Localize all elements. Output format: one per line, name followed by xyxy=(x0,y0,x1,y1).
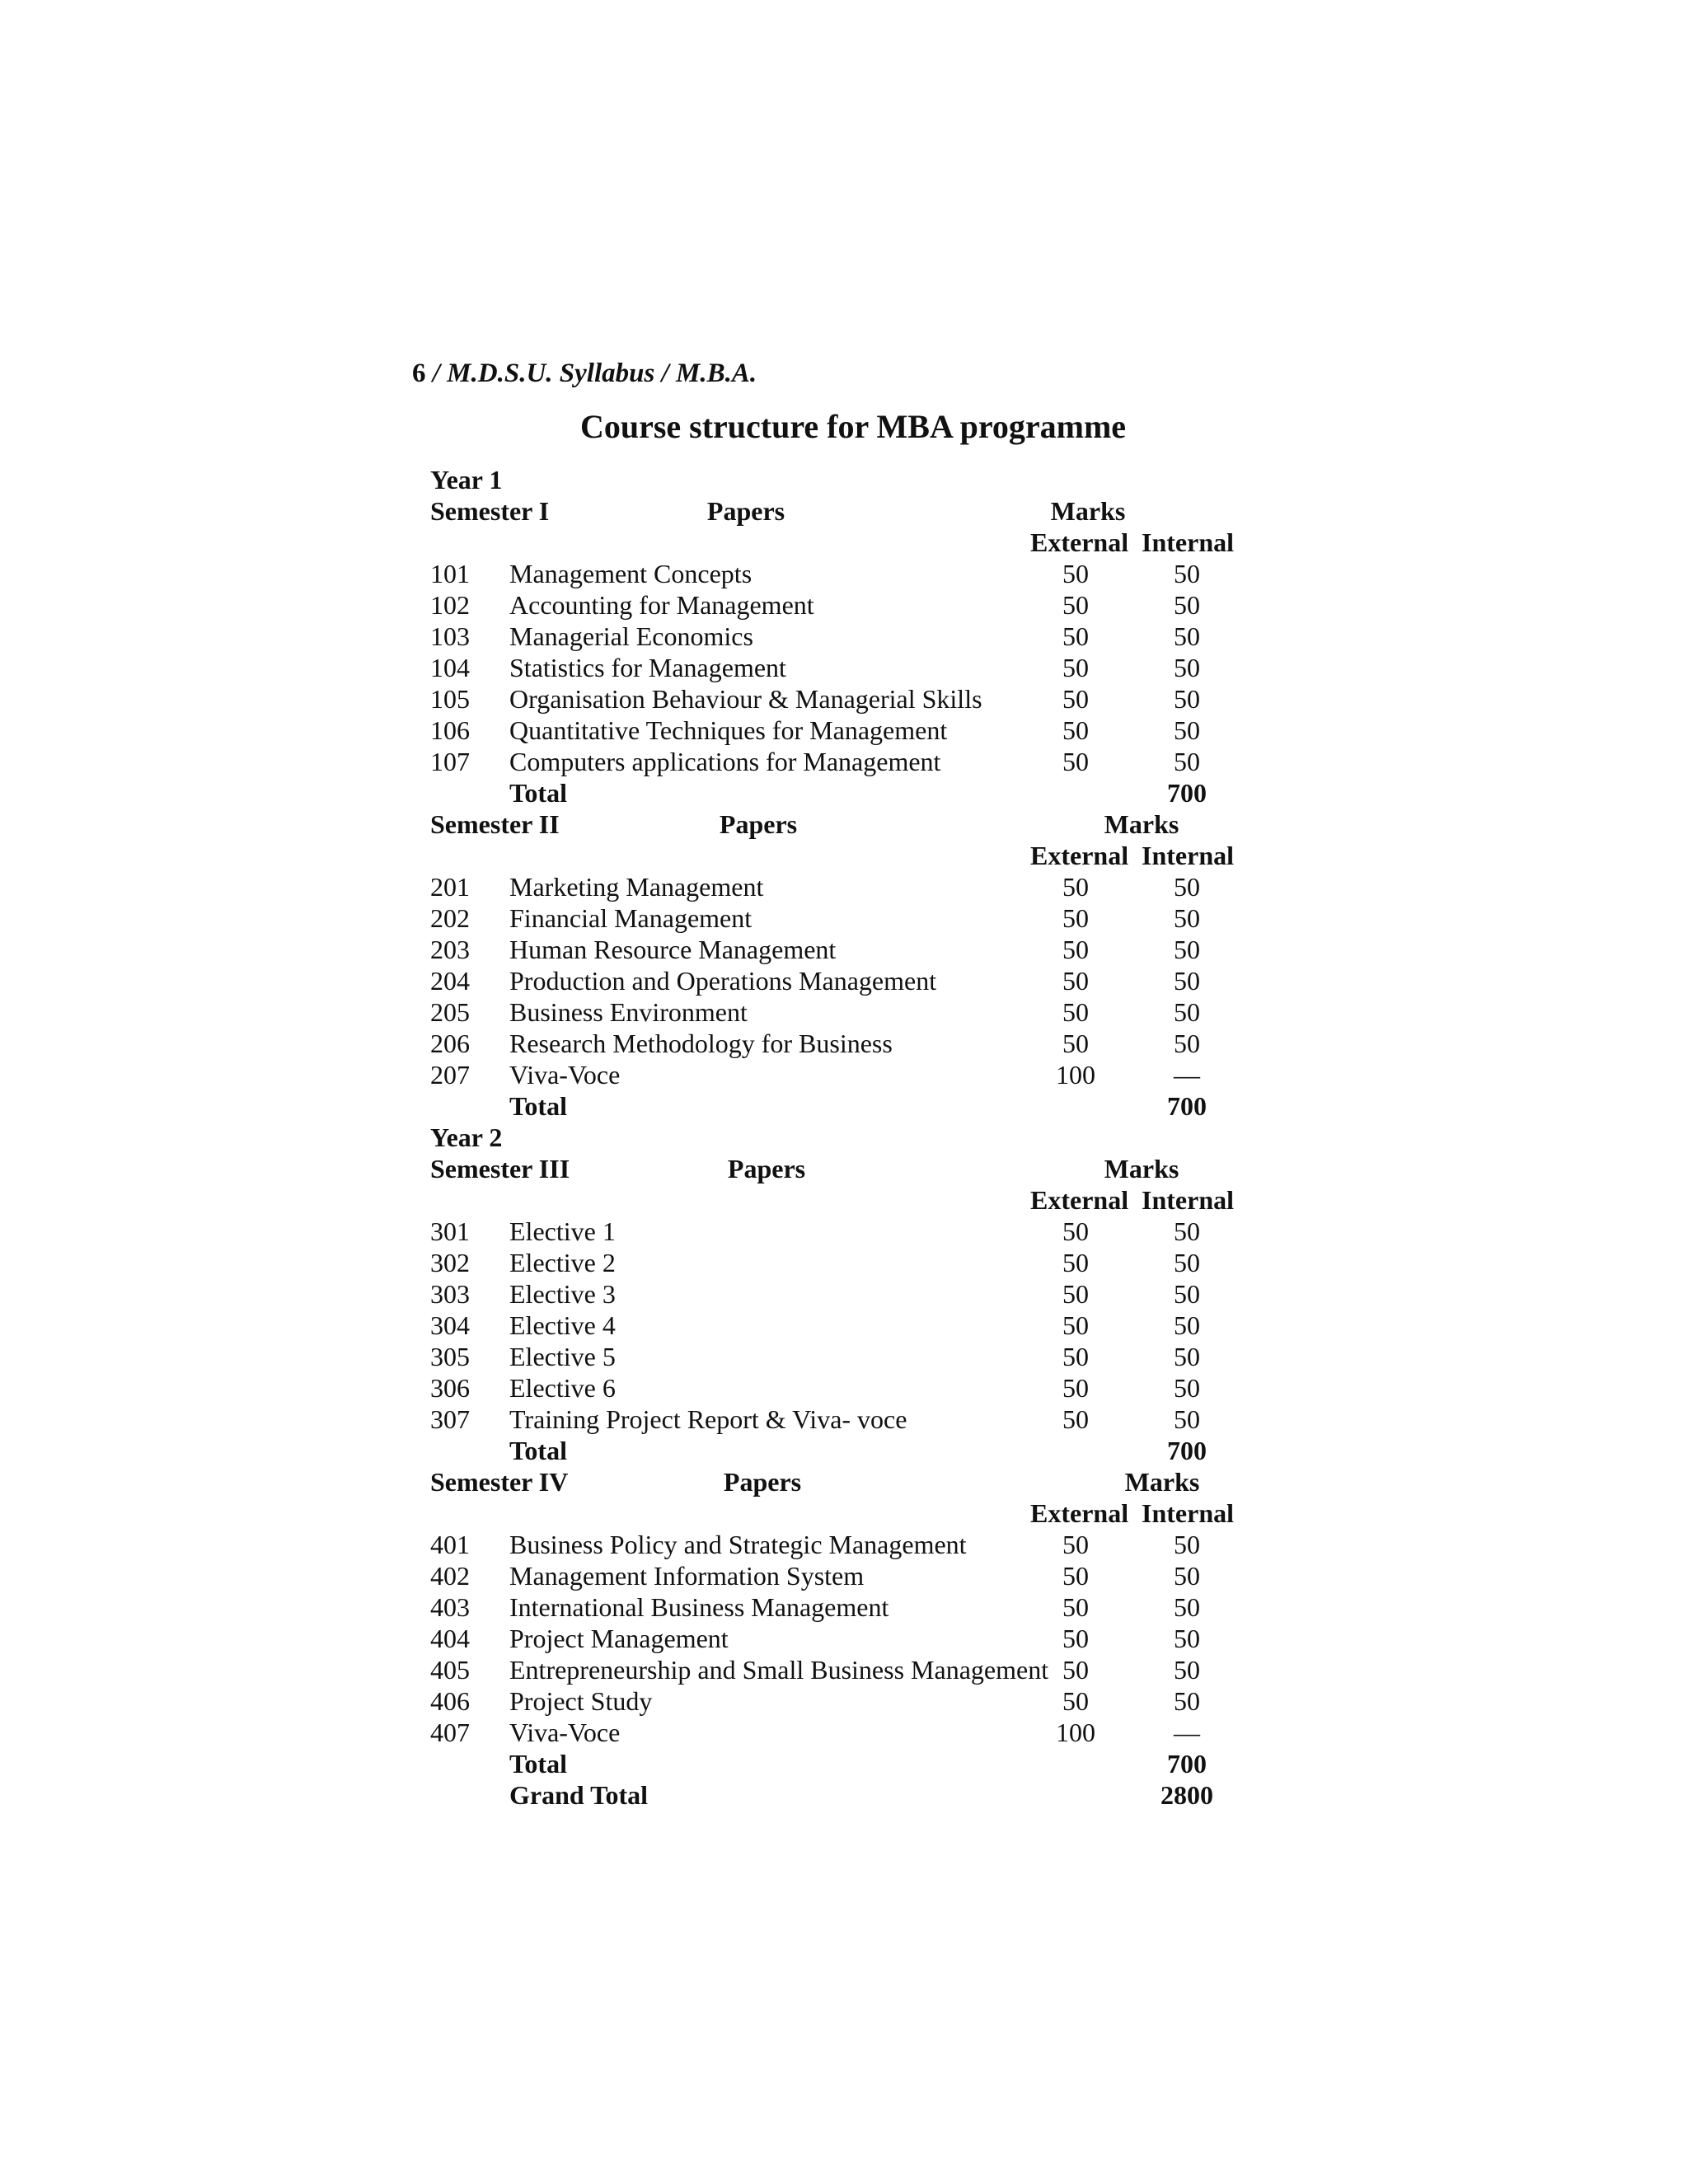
running-title: / M.D.S.U. Syllabus / M.B.A. xyxy=(432,359,757,388)
course-name: Computers applications for Management xyxy=(509,747,941,776)
course-code: 404 xyxy=(430,1624,470,1653)
internal-marks: 50 xyxy=(1174,559,1200,588)
marks-column-header: Marks xyxy=(1104,1154,1179,1183)
course-name: Accounting for Management xyxy=(509,590,814,620)
semester-total-row xyxy=(0,1435,1688,1466)
course-code: 204 xyxy=(430,966,470,996)
external-marks: 50 xyxy=(1062,1592,1089,1622)
external-marks: 50 xyxy=(1062,903,1089,933)
course-row xyxy=(0,558,1688,589)
year-heading xyxy=(0,464,1688,495)
course-row xyxy=(0,1372,1688,1404)
course-code: 207 xyxy=(430,1060,470,1090)
marks-subheader-row xyxy=(0,1184,1688,1216)
external-marks: 50 xyxy=(1062,747,1089,776)
total-value: 700 xyxy=(1167,1091,1207,1121)
course-code: 202 xyxy=(430,903,470,933)
course-row xyxy=(0,965,1688,996)
external-marks: 50 xyxy=(1062,1686,1089,1716)
course-code: 401 xyxy=(430,1530,470,1559)
internal-marks: 50 xyxy=(1174,747,1200,776)
course-name: Elective 1 xyxy=(509,1216,616,1246)
course-name: Viva-Voce xyxy=(509,1060,621,1090)
course-row xyxy=(0,715,1688,746)
semester-label: Semester III xyxy=(430,1154,570,1183)
course-name: Human Resource Management xyxy=(509,935,837,964)
course-code: 304 xyxy=(430,1310,470,1340)
external-marks: 50 xyxy=(1062,872,1089,902)
marks-column-header: Marks xyxy=(1124,1467,1200,1497)
course-name: Management Information System xyxy=(509,1561,865,1591)
semester-header-row xyxy=(0,495,1688,527)
papers-column-header: Papers xyxy=(723,1467,802,1497)
grand-total-row xyxy=(0,1779,1688,1811)
course-row xyxy=(0,1310,1688,1341)
semester-header-row xyxy=(0,808,1688,840)
total-value: 700 xyxy=(1167,1436,1207,1465)
external-marks: 50 xyxy=(1062,1029,1089,1058)
course-code: 405 xyxy=(430,1655,470,1685)
course-code: 407 xyxy=(430,1718,470,1747)
external-column-header: External xyxy=(1030,527,1129,557)
semester-total-row xyxy=(0,1090,1688,1122)
course-code: 303 xyxy=(430,1279,470,1309)
external-marks: 50 xyxy=(1062,935,1089,964)
semester-header-row xyxy=(0,1153,1688,1184)
papers-column-header: Papers xyxy=(727,1154,806,1183)
internal-marks: — xyxy=(1174,1718,1200,1747)
grand-total-label: Grand Total xyxy=(509,1780,649,1810)
external-marks: 50 xyxy=(1062,590,1089,620)
external-marks: 50 xyxy=(1062,1530,1089,1559)
internal-marks: 50 xyxy=(1174,684,1200,714)
internal-marks: 50 xyxy=(1174,966,1200,996)
course-name: Business Policy and Strategic Management xyxy=(509,1530,967,1559)
papers-column-header: Papers xyxy=(719,809,798,839)
external-marks: 50 xyxy=(1062,1655,1089,1685)
external-marks: 50 xyxy=(1062,997,1089,1027)
internal-column-header: Internal xyxy=(1142,841,1234,870)
marks-column-header: Marks xyxy=(1104,809,1179,839)
course-row xyxy=(0,1529,1688,1560)
course-code: 105 xyxy=(430,684,470,714)
internal-marks: 50 xyxy=(1174,1248,1200,1277)
total-value: 700 xyxy=(1167,778,1207,808)
course-code: 301 xyxy=(430,1216,470,1246)
course-name: Project Management xyxy=(509,1624,729,1653)
course-name: Managerial Economics xyxy=(509,621,753,651)
course-code: 403 xyxy=(430,1592,470,1622)
internal-marks: 50 xyxy=(1174,935,1200,964)
external-marks: 50 xyxy=(1062,1373,1089,1403)
course-row xyxy=(0,1278,1688,1310)
course-row xyxy=(0,1404,1688,1435)
papers-column-header: Papers xyxy=(706,496,785,526)
semester-total-row xyxy=(0,777,1688,808)
external-marks: 50 xyxy=(1062,1310,1089,1340)
course-row xyxy=(0,1560,1688,1591)
year-label: Year 2 xyxy=(430,1122,503,1152)
course-code: 205 xyxy=(430,997,470,1027)
internal-marks: 50 xyxy=(1174,1561,1200,1591)
external-marks: 100 xyxy=(1056,1718,1095,1747)
course-code: 305 xyxy=(430,1342,470,1371)
year-heading xyxy=(0,1122,1688,1153)
external-column-header: External xyxy=(1030,1498,1129,1528)
internal-marks: — xyxy=(1174,1060,1200,1090)
course-name: Research Methodology for Business xyxy=(509,1029,893,1058)
course-code: 201 xyxy=(430,872,470,902)
course-name: Elective 5 xyxy=(509,1342,616,1371)
marks-subheader-row xyxy=(0,527,1688,558)
course-row xyxy=(0,652,1688,683)
course-code: 104 xyxy=(430,653,470,682)
course-code: 106 xyxy=(430,715,470,745)
course-name: Organisation Behaviour & Managerial Skills xyxy=(509,684,982,714)
course-name: Entrepreneurship and Small Business Management xyxy=(509,1655,1049,1685)
total-label: Total xyxy=(509,778,567,808)
external-marks: 50 xyxy=(1062,1279,1089,1309)
course-name: Quantitative Techniques for Management xyxy=(509,715,948,745)
course-code: 102 xyxy=(430,590,470,620)
course-name: Elective 4 xyxy=(509,1310,616,1340)
semester-header-row xyxy=(0,1466,1688,1497)
course-row xyxy=(0,589,1688,621)
external-marks: 50 xyxy=(1062,715,1089,745)
semester-label: Semester IV xyxy=(430,1467,569,1497)
internal-column-header: Internal xyxy=(1142,527,1234,557)
external-marks: 50 xyxy=(1062,653,1089,682)
page-title: Course structure for MBA programme xyxy=(579,408,1127,445)
external-marks: 50 xyxy=(1062,684,1089,714)
running-header xyxy=(412,359,757,389)
external-marks: 50 xyxy=(1062,1561,1089,1591)
course-code: 302 xyxy=(430,1248,470,1277)
internal-column-header: Internal xyxy=(1142,1498,1234,1528)
course-name: Financial Management xyxy=(509,903,753,933)
marks-column-header: Marks xyxy=(1050,496,1126,526)
internal-marks: 50 xyxy=(1174,1530,1200,1559)
course-name: Training Project Report & Viva- voce xyxy=(509,1404,907,1434)
internal-marks: 50 xyxy=(1174,1216,1200,1246)
external-marks: 50 xyxy=(1062,1404,1089,1434)
course-name: Viva-Voce xyxy=(509,1718,621,1747)
semester-label: Semester II xyxy=(430,809,560,839)
internal-marks: 50 xyxy=(1174,621,1200,651)
internal-marks: 50 xyxy=(1174,1342,1200,1371)
external-marks: 50 xyxy=(1062,1624,1089,1653)
course-name: Elective 6 xyxy=(509,1373,616,1403)
course-name: Project Study xyxy=(509,1686,653,1716)
grand-total-value: 2800 xyxy=(1160,1780,1213,1810)
course-code: 306 xyxy=(430,1373,470,1403)
course-code: 103 xyxy=(430,621,470,651)
external-marks: 100 xyxy=(1056,1060,1095,1090)
course-code: 101 xyxy=(430,559,470,588)
external-marks: 50 xyxy=(1062,559,1089,588)
internal-marks: 50 xyxy=(1174,1404,1200,1434)
course-row xyxy=(0,1685,1688,1717)
internal-marks: 50 xyxy=(1174,903,1200,933)
course-name: International Business Management xyxy=(509,1592,889,1622)
course-name: Marketing Management xyxy=(509,872,764,902)
external-marks: 50 xyxy=(1062,1342,1089,1371)
course-name: Production and Operations Management xyxy=(509,966,937,996)
total-label: Total xyxy=(509,1436,567,1465)
internal-column-header: Internal xyxy=(1142,1185,1234,1215)
external-marks: 50 xyxy=(1062,621,1089,651)
course-name: Business Environment xyxy=(509,997,748,1027)
course-code: 107 xyxy=(430,747,470,776)
total-value: 700 xyxy=(1167,1749,1207,1779)
internal-marks: 50 xyxy=(1174,715,1200,745)
course-row xyxy=(0,871,1688,902)
semester-total-row xyxy=(0,1748,1688,1779)
marks-subheader-row xyxy=(0,1497,1688,1529)
internal-marks: 50 xyxy=(1174,1624,1200,1653)
course-code: 307 xyxy=(430,1404,470,1434)
course-row xyxy=(0,746,1688,777)
course-code: 402 xyxy=(430,1561,470,1591)
marks-subheader-row xyxy=(0,840,1688,871)
course-row xyxy=(0,1247,1688,1278)
course-code: 206 xyxy=(430,1029,470,1058)
total-label: Total xyxy=(509,1091,567,1121)
external-marks: 50 xyxy=(1062,1216,1089,1246)
internal-marks: 50 xyxy=(1174,653,1200,682)
internal-marks: 50 xyxy=(1174,1655,1200,1685)
internal-marks: 50 xyxy=(1174,1592,1200,1622)
course-code: 406 xyxy=(430,1686,470,1716)
internal-marks: 50 xyxy=(1174,997,1200,1027)
course-row xyxy=(0,1654,1688,1685)
external-marks: 50 xyxy=(1062,1248,1089,1277)
course-row xyxy=(0,1341,1688,1372)
course-row xyxy=(0,1216,1688,1247)
course-row xyxy=(0,1059,1688,1090)
course-row xyxy=(0,902,1688,934)
course-row xyxy=(0,1028,1688,1059)
course-row xyxy=(0,621,1688,652)
page-number: 6 xyxy=(412,359,426,388)
year-label: Year 1 xyxy=(430,465,503,494)
internal-marks: 50 xyxy=(1174,1373,1200,1403)
internal-marks: 50 xyxy=(1174,1029,1200,1058)
course-row xyxy=(0,934,1688,965)
external-column-header: External xyxy=(1030,841,1129,870)
internal-marks: 50 xyxy=(1174,1686,1200,1716)
internal-marks: 50 xyxy=(1174,590,1200,620)
internal-marks: 50 xyxy=(1174,1310,1200,1340)
course-code: 203 xyxy=(430,935,470,964)
course-name: Statistics for Management xyxy=(509,653,786,682)
course-name: Elective 3 xyxy=(509,1279,616,1309)
external-column-header: External xyxy=(1030,1185,1129,1215)
external-marks: 50 xyxy=(1062,966,1089,996)
course-row xyxy=(0,1717,1688,1748)
semester-label: Semester I xyxy=(430,496,550,526)
internal-marks: 50 xyxy=(1174,872,1200,902)
internal-marks: 50 xyxy=(1174,1279,1200,1309)
course-row xyxy=(0,996,1688,1028)
course-name: Management Concepts xyxy=(509,559,753,588)
total-label: Total xyxy=(509,1749,567,1779)
course-row xyxy=(0,1591,1688,1623)
course-row xyxy=(0,683,1688,715)
course-row xyxy=(0,1623,1688,1654)
course-name: Elective 2 xyxy=(509,1248,616,1277)
